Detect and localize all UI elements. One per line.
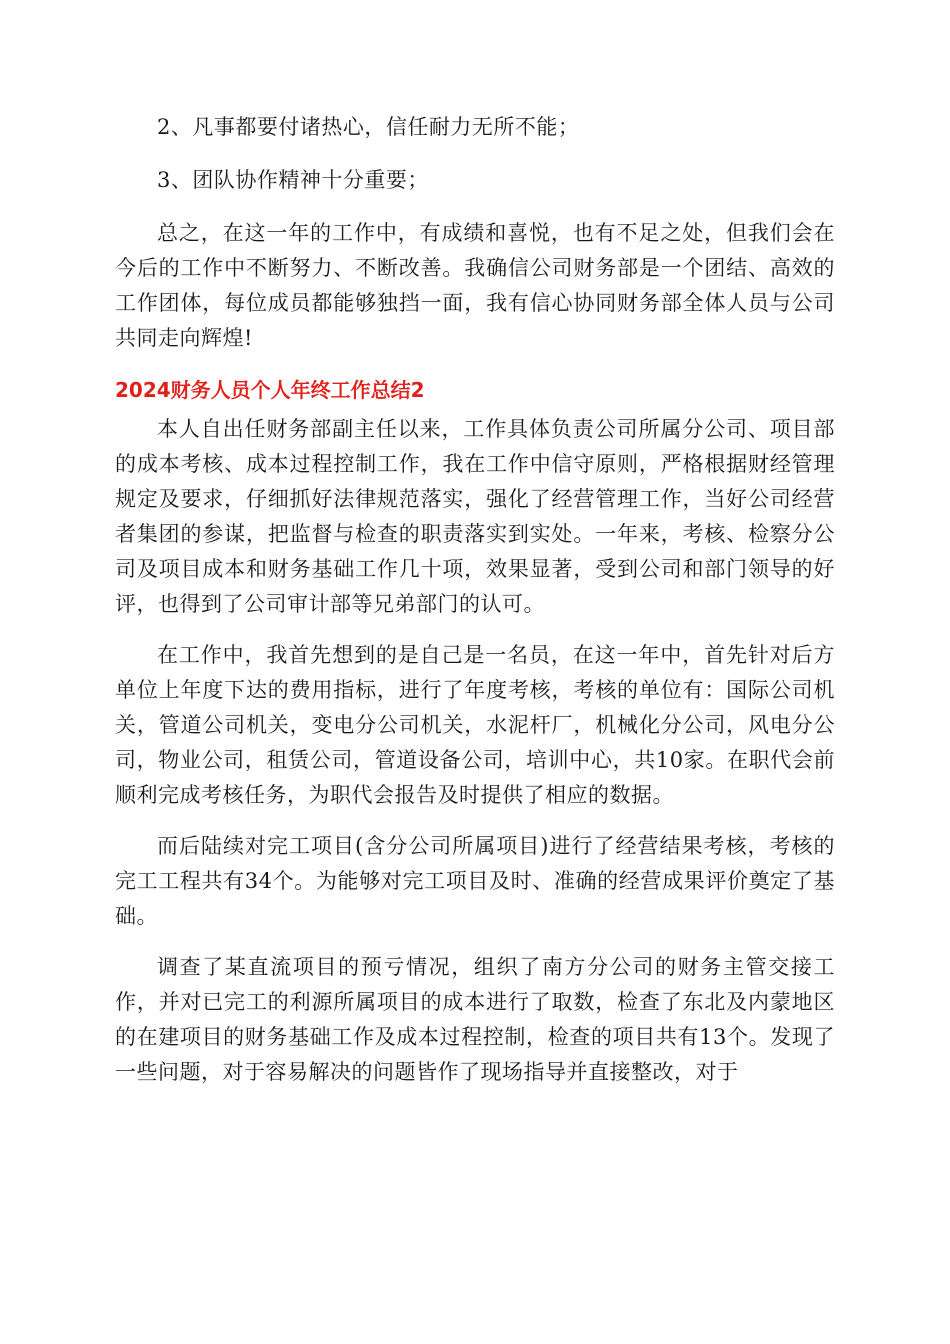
section-heading: 2024财务人员个人年终工作总结2 [115, 378, 425, 402]
list-item-3: 3、团队协作精神十分重要； [157, 168, 429, 192]
body-paragraph: 而后陆续对完工项目(含分公司所属项目)进行了经营结果考核，考核的完工工程共有34个。为能够对完工项目及时、准确的经营成果评价奠定了基础。 [115, 834, 835, 928]
body-paragraph: 在工作中，我首先想到的是自己是一名员，在这一年中，首先针对后方单位上年度下达的费用指标，进行了年度考核，考核的单位有：国际公司机关，管道公司机关，变电分公司机关，水泥杆厂，机械化分公司，风电分公司，物业公司，租赁公司，管道设备公司，培训中心，共10家。在职代会前顺利完成考核任务，为职代会报告及时提供了相应的数据。 [115, 643, 835, 807]
list-item-2: 2、凡事都要付诸热心，信任耐力无所不能； [157, 115, 580, 139]
summary-paragraph: 总之，在这一年的工作中，有成绩和喜悦，也有不足之处，但我们会在今后的工作中不断努力、不断改善。我确信公司财务部是一个团结、高效的工作团体，每位成员都能够独挡一面，我有信心协同财务部全体人员与公司共同走向辉煌! [115, 221, 835, 350]
body-paragraph: 调查了某直流项目的预亏情况，组织了南方分公司的财务主管交接工作，并对已完工的利源所属项目的成本进行了取数，检查了东北及内蒙地区的在建项目的财务基础工作及成本过程控制，检查的项目共有13个。发现了一些问题，对于容易解决的问题皆作了现场指导并直接整改，对于 [115, 955, 835, 1084]
body-paragraph: 本人自出任财务部副主任以来，工作具体负责公司所属分公司、项目部的成本考核、成本过程控制工作，我在工作中信守原则，严格根据财经管理规定及要求，仔细抓好法律规范落实，强化了经营管理工作，当好公司经营者集团的参谋，把监督与检查的职责落实到实处。一年来，考核、检察分公司及项目成本和财务基础工作几十项，效果显著，受到公司和部门领导的好评，也得到了公司审计部等兄弟部门的认可。 [115, 417, 835, 616]
document-body [115, 110, 835, 1106]
